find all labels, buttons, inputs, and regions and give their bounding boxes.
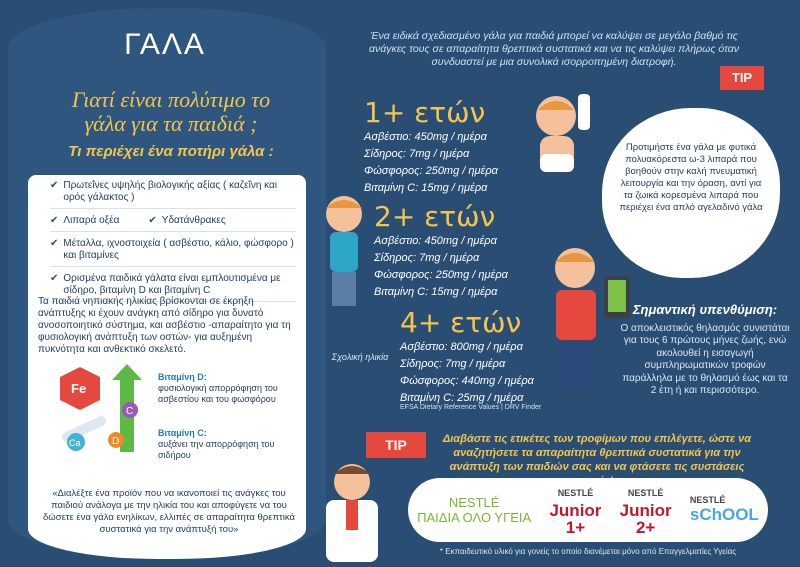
list-item: ✔ Λιπαρά οξέα ✔ Υδατάνθρακες [50, 215, 296, 232]
school-logo: NESTLÉ sChOOL [689, 495, 759, 524]
check-icon: ✔ [148, 215, 157, 226]
vitamin-c-info: Βιταμίνη C: αυξάνει την απορρόφηση του σιδήρου [158, 428, 275, 460]
age-block-2: 2+ ετών Ασβέστιο: 450mg / ημέρα Σίδηρος: 7mg / ημέρα Φώσφορος: 250mg / ημέρα Βιταμίνη C: 15mg / ημέρα [374, 200, 508, 298]
junior-2-logo: NESTLÉ Junior 2+ [619, 487, 672, 537]
brand-bar [408, 478, 768, 542]
svg-text:C: C [126, 406, 134, 417]
advice-quote: «Διαλέξτε ένα προϊόν που να ικανοποιεί τις ανάγκες του παιδιού ανάλογα με την ηλικία του και αποφύγετε να του δώσετε ένα γάλα ενηλίκων, ελλιπές σε απαραίτητα θρεπτικά συστατικά για την ανάπτυξή του» [43, 488, 295, 535]
school-age-label: Σχολική ηλικία [331, 352, 389, 362]
check-icon: ✔ [50, 273, 59, 284]
mineral-illustration [52, 362, 152, 458]
tip2-text: Διαβάστε τις ετικέτες των τροφίμων που επιλέγετε, ώστε να αναζητήσετε τα απαραίτητα θρεπτικά συστατικά για την ανάπτυξη των παιδιών σας και να φτάσετε τις συστάσεις [442, 433, 752, 473]
efsa-source: EFSA Dietary Reference Values | DRV Finder [400, 404, 542, 411]
toddler-illustration [316, 192, 372, 310]
age-block-1: 1+ ετών Ασβέστιο: 450mg / ημέρα Σίδηρος: 7mg / ημέρα Φώσφορος: 250mg / ημέρα Βιταμίνη C: 15mg / ημέρα [364, 96, 498, 194]
list-item: ✔ Μέταλλα, ιχνοστοιχεία ( ασβέστιο, κάλιο, φώσφορο ) και βιταμίνες [50, 238, 296, 267]
vitamin-d-info: Βιταμίνη D: φυσιολογική απορρόφηση του ασβεστίου και του φωσφόρου [158, 372, 278, 404]
doctor-illustration [312, 452, 402, 562]
svg-text:D: D [112, 436, 120, 447]
check-icon: ✔ [50, 180, 59, 191]
growth-paragraph: Τα παιδιά νηπιακής ηλικίας βρίσκονται σε έκρηξη ανάπτυξης κι έχουν ανάγκη από σίδηρο για δυνατό ανοσοποιητικό σύστημα, και ασβέστιο -απαραίτητο για τη φυσιολογική ανάπτυξη των οστών- για αυξημένη πυκνότητα και ανθεκτικό σκελετό. [38, 296, 291, 355]
nutrient-list [50, 180, 296, 308]
page-title: ΓΑΛΑ [124, 28, 206, 61]
tip-text: Προτιμήστε ένα γάλα με φυτικά πολυακόρεστα ω-3 λιπαρά που βοηθούν στην καλή πνευματική λειτουργία και την όραση, αντί για τα ζωικά κορεσμένα λιπαρά που περιέχει ένα απλό αγελαδινό γάλα [619, 142, 763, 213]
age-block-4: 4+ ετών Ασβέστιο: 800mg / ημέρα Σίδηρος: 7mg / ημέρα Φώσφορος: 440mg / ημέρα Βιταμίνη C: 25mg / ημέρα [400, 306, 534, 404]
list-item: ✔ Ορισμένα παιδικά γάλατα είναι εμπλουτισμένα με σίδηρο, βιταμίνη D και βιταμίνη C [50, 273, 296, 302]
reminder: Σημαντική υπενθύμιση: Ο αποκλειστικός θηλασμός συνιστάται για τους 6 πρώτους μήνες ζωής, ενώ ακολουθεί η εισαγωγή συμπληρωματικών τροφών παράλληλα με το θηλασμό έως και τα 2 έτη ή και περισσότερο. [620, 302, 790, 396]
subtitle: Γιατί είναι πολύτιμο το γάλα για τα παιδιά ; [71, 87, 271, 136]
intro-text: Ένα ειδικά σχεδιασμένο γάλα για παιδιά μπορεί να καλύψει σε μεγάλο βαθμό τις ανάγκες τους σε απαραίτητα θρεπτικά συστατικά και να τις καλύψει πλήρως όταν συνδυαστεί με μια συνολικά ισορροπημένη διατροφή. [368, 30, 740, 68]
nestle-logo: NESTLÉ ΠΑΙΔΙΑ ΟΛΟ ΥΓΕΙΑ [417, 495, 532, 525]
iron-label: Fe [71, 381, 87, 396]
tip-badge-2: TIP [366, 432, 426, 458]
tip-badge: TIP [720, 66, 764, 90]
subtitle2: Τι περιέχει ένα ποτήρι γάλα : [68, 143, 274, 160]
check-icon: ✔ [50, 238, 59, 249]
list-item: ✔ Πρωτεΐνες υψηλής βιολογικής αξίας ( καζεΐνη και ορός γάλακτος ) [50, 180, 296, 209]
svg-text:Ca: Ca [69, 438, 81, 448]
baby-illustration [520, 92, 600, 202]
junior-1-logo: NESTLÉ Junior 1+ [549, 487, 602, 537]
footer-note: * Εκπαιδευτικό υλικό για γονείς το οποίο διανέμεται μόνο από Επαγγελματίες Υγείας [439, 547, 737, 556]
check-icon: ✔ [50, 215, 59, 226]
